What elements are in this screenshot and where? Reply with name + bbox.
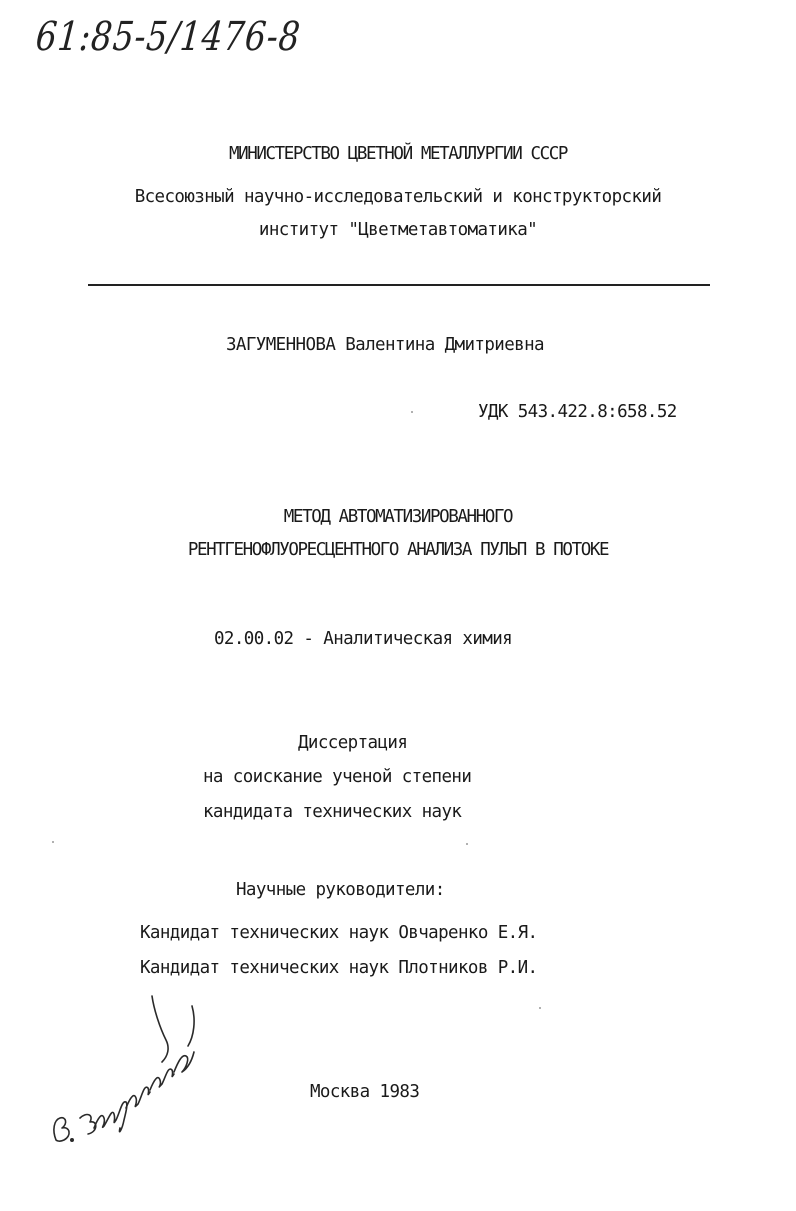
paper-speck (411, 411, 413, 413)
degree-line-1: Диссертация (298, 733, 408, 753)
supervisor-1: Кандидат технических наук Овчаренко Е.Я. (140, 923, 538, 943)
title-line-2: РЕНТГЕНОФЛУОРЕСЦЕНТНОГО АНАЛИЗА ПУЛЬП В ПОТОКЕ (187, 540, 609, 560)
udc-code: УДК 543.422.8:658.52 (478, 402, 677, 422)
author-name: ЗАГУМЕННОВА Валентина Дмитриевна (226, 335, 544, 355)
title-line-1: МЕТОД АВТОМАТИЗИРОВАННОГО (283, 507, 513, 527)
institute-line-2: институт "Цветметавтоматика" (258, 220, 538, 240)
handwritten-signature (42, 980, 222, 1160)
institute-line-1: Всесоюзный научно-исследовательский и конструкторский (134, 187, 662, 207)
degree-line-3: кандидата технических наук (203, 802, 462, 822)
specialty: 02.00.02 - Аналитическая химия (214, 629, 513, 649)
supervisor-2: Кандидат технических наук Плотников Р.И. (140, 958, 538, 978)
place-year: Москва 1983 (310, 1082, 420, 1102)
degree-line-2: на соискание ученой степени (203, 767, 472, 787)
ministry-name: МИНИСТЕРСТВО ЦВЕТНОЙ МЕТАЛЛУРГИИ СССР (228, 144, 568, 164)
paper-speck (466, 843, 468, 845)
header-divider (88, 284, 710, 286)
paper-speck (52, 841, 54, 843)
paper-speck (539, 1007, 541, 1009)
supervisors-heading: Научные руководители: (236, 880, 445, 900)
archive-code-handwritten: 61:85-5/1476-8 (34, 14, 303, 60)
